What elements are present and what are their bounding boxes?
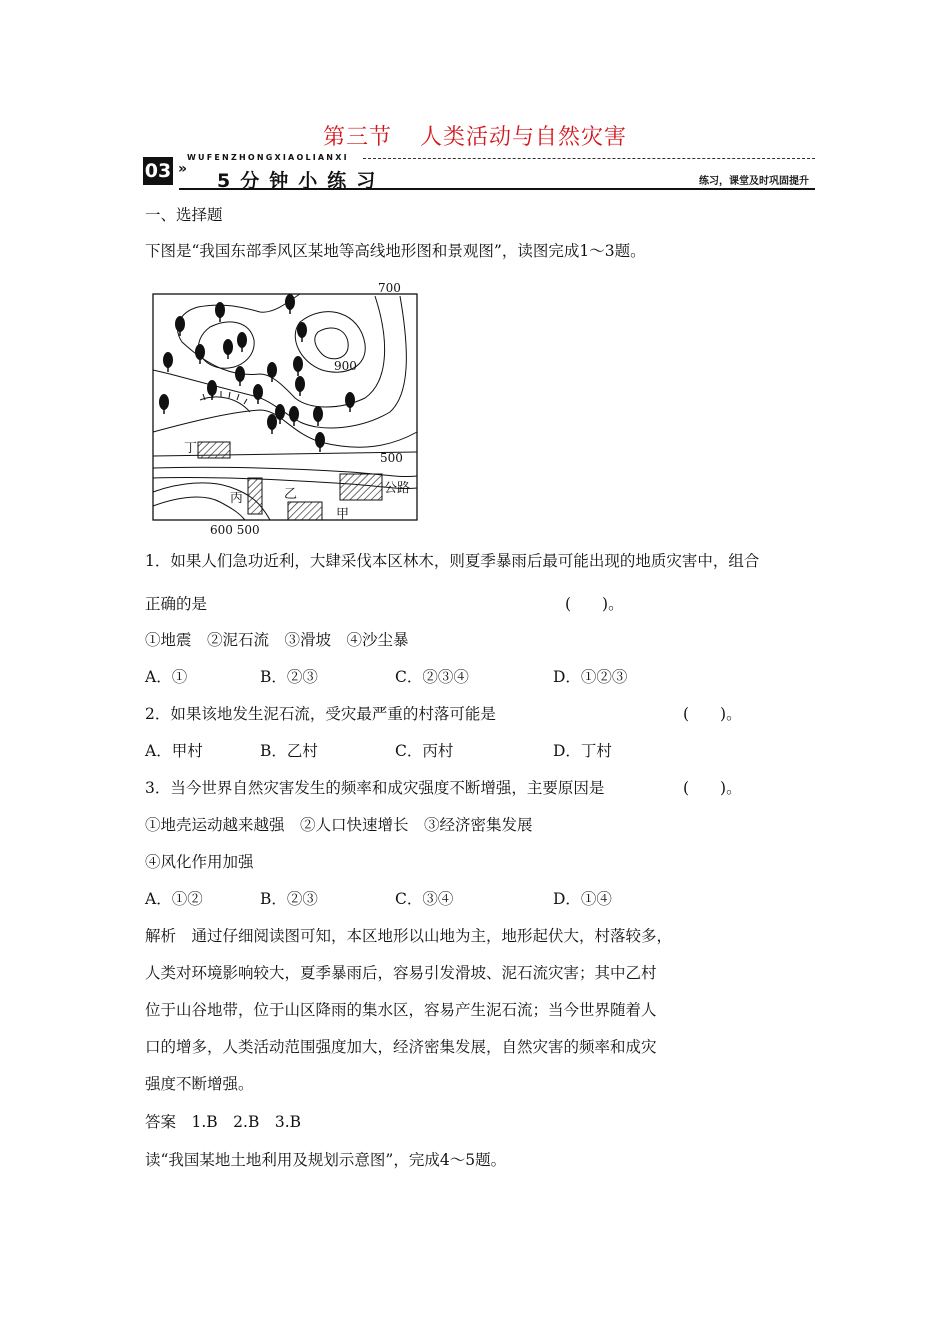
q1-stem-line1: 1．如果人们急功近利，大肆采伐本区林木，则夏季暴雨后最可能出现的地质灾害中，组合 [145, 552, 760, 570]
label-ding: 丁 [184, 441, 198, 456]
section-number-badge: 03 [143, 157, 173, 185]
contour-map-figure [150, 282, 425, 538]
banner-dotted-rule [363, 158, 815, 159]
chevron-icon: » [178, 161, 188, 177]
exercise-banner [143, 153, 815, 193]
label-jia: 甲 [336, 507, 350, 522]
q3-choices-line2: ④风化作用加强 [145, 853, 254, 871]
q2-option-c: C．丙村 [395, 742, 454, 760]
q1-option-b: B．②③ [260, 668, 318, 686]
q3-option-c: C．③④ [395, 890, 454, 908]
village-bing [248, 478, 262, 514]
q1-stem-line2: 正确的是 [145, 595, 208, 613]
contour-label-500: 500 [380, 451, 403, 465]
banner-heading: 5分钟小练习 [217, 170, 386, 192]
village-yi [288, 502, 322, 520]
banner-pinyin: WUFENZHONGXIAOLIANXI [187, 153, 349, 162]
q1-answer-blank: ( )。 [565, 595, 624, 613]
map-intro: 下图是“我国东部季风区某地等高线地形图和景观图”，读图完成1～3题。 [145, 242, 646, 260]
q3-stem: 3．当今世界自然灾害发生的频率和成灾强度不断增强，主要原因是 [145, 779, 605, 797]
q1-choices: ①地震 ②泥石流 ③滑坡 ④沙尘暴 [145, 631, 409, 649]
q2-stem: 2．如果该地发生泥石流，受灾最严重的村落可能是 [145, 705, 496, 723]
q2-option-b: B．乙村 [260, 742, 318, 760]
q3-answer-blank: ( )。 [683, 779, 742, 797]
analysis-line: 人类对环境影响较大，夏季暴雨后，容易引发滑坡、泥石流灾害；其中乙村 [145, 964, 657, 982]
contour-label-600-500: 600 500 [210, 523, 260, 537]
contour-label-900: 900 [334, 359, 357, 373]
q1-option-a: A．① [145, 668, 188, 686]
analysis-line: 位于山谷地带，位于山区降雨的集水区，容易产生泥石流；当今世界随着人 [145, 1001, 657, 1019]
next-question-intro: 读“我国某地土地利用及规划示意图”，完成4～5题。 [145, 1151, 507, 1169]
title-topic: 人类活动与自然灾害 [420, 125, 628, 150]
label-yi: 乙 [284, 487, 298, 502]
q2-answer-blank: ( )。 [683, 705, 742, 723]
village-ding [198, 442, 230, 458]
analysis-line: 强度不断增强。 [145, 1075, 254, 1093]
contour-map [150, 282, 425, 538]
q2-option-d: D．丁村 [553, 742, 612, 760]
q3-option-a: A．①② [145, 890, 203, 908]
label-bing: 丙 [230, 491, 244, 506]
q3-option-d: D．①④ [553, 890, 612, 908]
q1-option-d: D．①②③ [553, 668, 628, 686]
banner-rule [179, 188, 815, 190]
analysis-line: 口的增多，人类活动范围强度加大，经济密集发展，自然灾害的频率和成灾 [145, 1038, 657, 1056]
answer-key: 答案 1.B 2.B 3.B [145, 1113, 302, 1131]
q3-choices-line1: ①地壳运动越来越强 ②人口快速增长 ③经济密集发展 [145, 816, 533, 834]
q3-option-b: B．②③ [260, 890, 318, 908]
q2-option-a: A．甲村 [145, 742, 203, 760]
contour-label-700: 700 [378, 282, 401, 295]
page-title [0, 120, 950, 151]
section-heading: 一、选择题 [145, 206, 223, 224]
village-jia [340, 474, 382, 500]
analysis-line: 解析 通过仔细阅读图可知，本区地形以山地为主，地形起伏大，村落较多， [145, 927, 673, 945]
label-road: 公路 [384, 481, 411, 496]
title-section: 第三节 [322, 125, 392, 150]
q1-option-c: C．②③④ [395, 668, 469, 686]
banner-subtitle: 练习，课堂及时巩固提升 [699, 176, 809, 187]
